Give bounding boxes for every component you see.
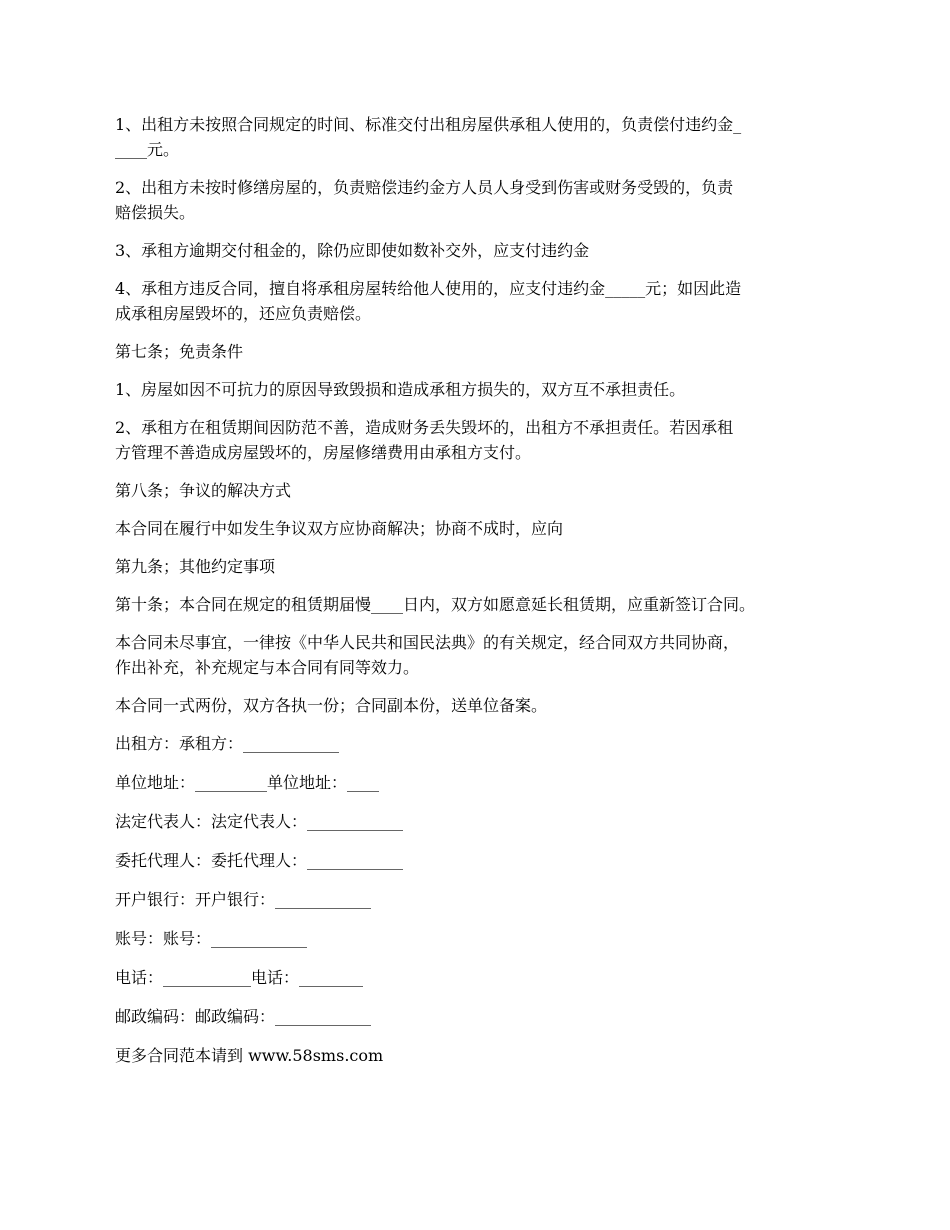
signature-agent: 委托代理人：委托代理人：____________ [115,851,404,870]
clause-lessor-late-delivery: 1、出租方未按照合同规定的时间、标准交付出租房屋供承租人使用的，负责偿付违约金_ ____元。 [115,115,742,159]
signature-parties: 出租方：承租方：____________ [115,734,340,753]
signature-address: 单位地址：_________单位地址：____ [115,773,380,792]
clause-lessee-negligence: 2、承租方在租赁期间因防范不善，造成财务丢失毁坏的，出租方不承担责任。若因承租 方管理不善造成房屋毁坏的，房屋修缮费用由承租方支付。 [115,418,734,462]
signature-postcode: 邮政编码：邮政编码：____________ [115,1007,372,1026]
section-heading-9: 第九条；其他约定事项 [115,557,276,576]
signature-account: 账号：账号：____________ [115,929,308,948]
signature-phone: 电话：___________电话：________ [115,968,364,987]
signature-bank: 开户银行：开户银行：____________ [115,890,372,909]
document-body [115,112,857,1081]
section-heading-8: 第八条；争议的解决方式 [115,481,292,500]
clause-lessee-late-rent: 3、承租方逾期交付租金的，除仍应即使如数补交外，应支付违约金 [115,241,590,260]
clause-dispute-resolution: 本合同在履行中如发生争议双方应协商解决；协商不成时，应向 [115,519,564,538]
signature-legal-rep: 法定代表人：法定代表人：____________ [115,812,404,831]
footer-more-templates: 更多合同范本请到 www.58sms.com [115,1046,384,1065]
section-heading-10: 第十条；本合同在规定的租赁期届慢____日内，双方如愿意延长租赁期，应重新签订合同。 [115,595,756,614]
clause-lessor-repair: 2、出租方未按时修缮房屋的，负责赔偿违约金方人员人身受到伤害或财务受毁的，负责 赔偿损失。 [115,178,734,222]
clause-lessee-sublet: 4、承租方违反合同，擅自将承租房屋转给他人使用的，应支付违约金_____元；如因此造 成承租房屋毁坏的，还应负责赔偿。 [115,279,742,323]
section-heading-7: 第七条；免责条件 [115,342,244,361]
clause-copies: 本合同一式两份，双方各执一份；合同副本份，送单位备案。 [115,696,548,715]
clause-supplementary: 本合同未尽事宜，一律按《中华人民共和国民法典》的有关规定，经合同双方共同协商， 作出补充，补充规定与本合同有同等效力。 [115,633,740,677]
clause-force-majeure: 1、房屋如因不可抗力的原因导致毁损和造成承租方损失的，双方互不承担责任。 [115,380,686,399]
